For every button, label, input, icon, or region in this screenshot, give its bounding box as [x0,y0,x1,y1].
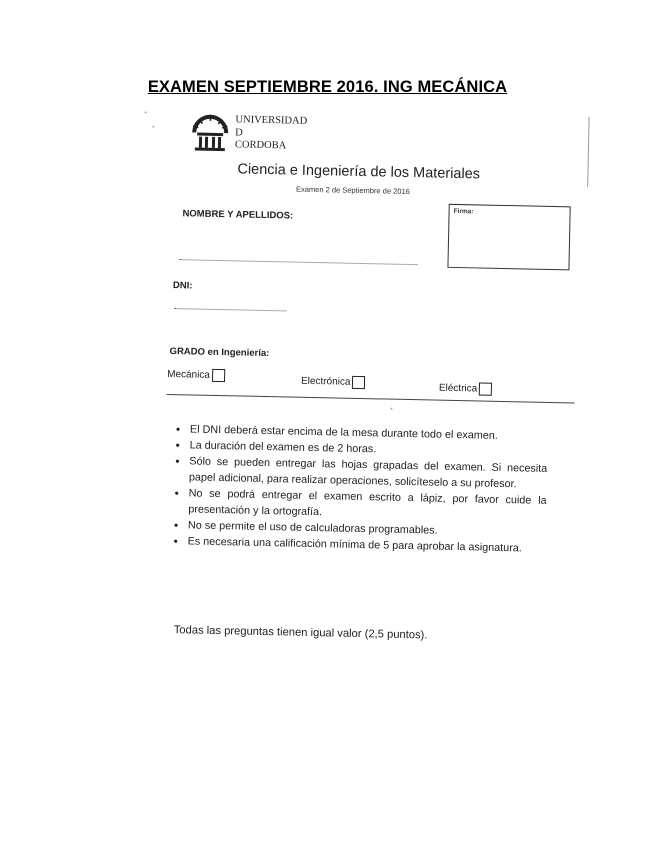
scan-edge-line [587,117,589,187]
option-label: Eléctrica [438,382,478,395]
instruction-item: • No se podrá entregar el examen escrito a lápiz, por favor cuide la presentación y la ortografía. [172,485,547,525]
name-label: NOMBRE Y APELLIDOS: [182,208,294,222]
page-title: EXAMEN SEPTIEMBRE 2016. ING MECÁNICA [147,78,508,96]
grado-option-electrica[interactable] [439,382,493,396]
course-title: Ciencia e Ingeniería de los Materiales [237,161,481,183]
instruction-item: • El DNI deberá estar encima de la mesa durante todo el examen. [174,421,548,445]
electrica-checkbox[interactable] [479,382,492,395]
university-crest-icon [188,112,233,153]
mecanica-checkbox[interactable] [212,369,225,382]
grado-option-electronica[interactable] [301,375,366,389]
option-label: Electrónica [300,375,351,388]
grado-option-mecanica[interactable] [167,368,225,382]
university-name-line: D [235,126,243,138]
electronica-checkbox[interactable] [352,376,365,389]
signature-label: Firma: [453,207,474,216]
scan-speck [390,408,392,410]
instruction-item: • Sólo se pueden entregar las hojas grapadas del examen. Si necesita papel adicional, para realizar operaciones, solicíteselo a su profesor. [173,453,548,493]
scan-speck [152,126,154,128]
university-name-line: CORDOBA [234,139,287,152]
scanned-exam-sheet [0,93,655,807]
university-name [235,114,308,153]
signature-box[interactable] [447,204,570,271]
name-field-line[interactable] [180,259,418,265]
dni-field-line[interactable] [174,308,286,311]
grado-label: GRADO en Ingeniería: [169,345,270,360]
section-divider [167,394,575,404]
footer-note: Todas las preguntas tienen igual valor (2,5 puntos). [173,624,428,642]
exam-date: Examen 2 de Septiembre de 2016 [295,184,410,196]
option-label: Mecánica [167,368,211,381]
instruction-item: • La duración del examen es de 2 horas. [173,437,547,461]
instruction-item: • Es necesaria una calificación mínima de 5 para aprobar la asignatura. [171,533,545,557]
dni-label: DNI: [172,280,193,292]
university-name-line: UNIVERSIDAD [235,114,308,127]
instructions-list [171,421,548,557]
scan-speck [145,111,147,113]
instruction-item: • No se permite el uso de calculadoras programables. [172,517,546,541]
